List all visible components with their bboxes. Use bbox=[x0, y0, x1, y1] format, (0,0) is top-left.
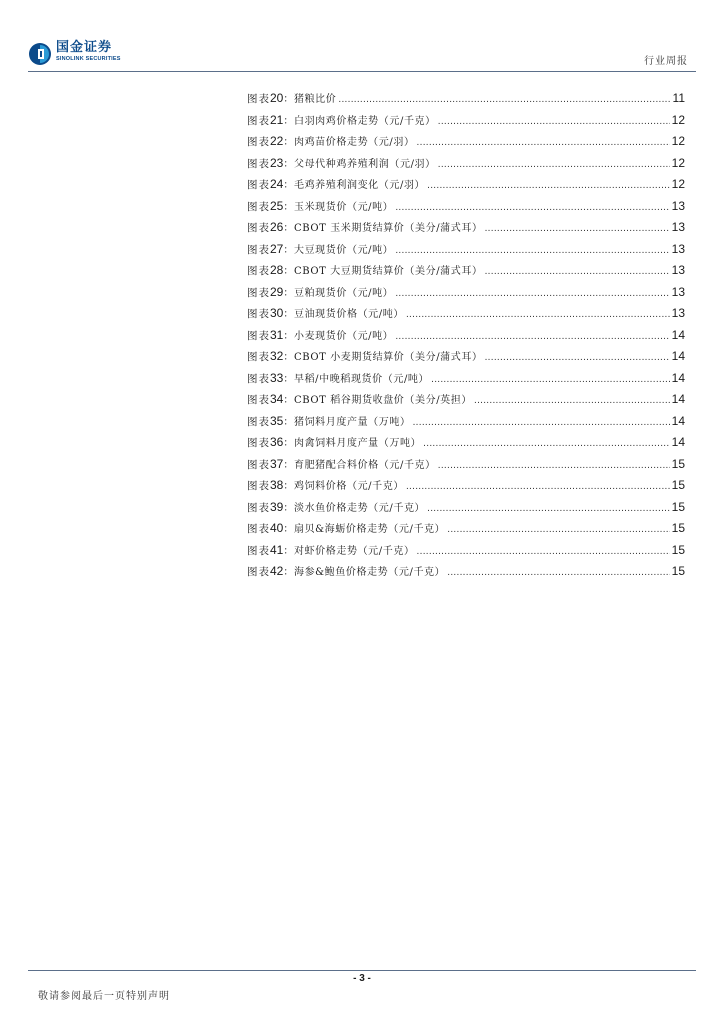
toc-entry[interactable] bbox=[247, 196, 685, 218]
figure-page-number: 14 bbox=[671, 349, 685, 363]
figure-separator: ： bbox=[283, 545, 294, 557]
figure-prefix: 图表 bbox=[247, 329, 270, 342]
figure-prefix: 图表 bbox=[247, 179, 270, 191]
toc-entry[interactable] bbox=[247, 432, 685, 454]
figure-number: 26 bbox=[270, 220, 284, 234]
figure-page-number: 14 bbox=[671, 327, 685, 342]
figure-page-number: 15 bbox=[671, 564, 685, 578]
toc-entry[interactable] bbox=[247, 174, 685, 196]
report-type-label: 行业周报 bbox=[644, 56, 688, 67]
figure-prefix: 图表 bbox=[247, 415, 270, 428]
figure-number: 24 bbox=[270, 177, 284, 191]
figure-title: CBOT 稻谷期货收盘价（美分/英担） bbox=[293, 395, 472, 406]
toc-entry[interactable] bbox=[247, 217, 685, 239]
toc-entry[interactable] bbox=[247, 411, 685, 433]
figure-prefix: 图表 bbox=[247, 501, 270, 514]
dot-leader bbox=[395, 283, 669, 305]
figure-separator: ： bbox=[283, 201, 294, 213]
figure-number: 27 bbox=[270, 241, 284, 256]
figure-page-number: 12 bbox=[671, 155, 685, 170]
figure-prefix: 图表 bbox=[247, 222, 270, 234]
figure-page-number: 12 bbox=[671, 177, 685, 191]
dot-leader bbox=[417, 541, 670, 563]
company-logo bbox=[28, 40, 121, 68]
figure-title: 扇贝&海蛎价格走势（元/千克） bbox=[293, 524, 446, 535]
dot-leader bbox=[431, 369, 670, 391]
dot-leader bbox=[413, 412, 670, 434]
figure-title: 白羽肉鸡价格走势（元/千克） bbox=[293, 115, 436, 127]
figure-page-number: 11 bbox=[672, 91, 685, 105]
figure-index-list bbox=[247, 88, 685, 583]
dot-leader bbox=[438, 111, 670, 133]
footer-divider bbox=[28, 970, 696, 971]
figure-separator: ： bbox=[283, 244, 294, 256]
dot-leader bbox=[447, 519, 669, 541]
figure-title: 猪粮比价 bbox=[293, 94, 337, 105]
figure-separator: ： bbox=[283, 309, 294, 320]
figure-title: 肉鸡苗价格走势（元/羽） bbox=[293, 137, 415, 148]
toc-entry[interactable] bbox=[247, 88, 685, 110]
figure-prefix: 图表 bbox=[247, 157, 270, 170]
toc-entry[interactable] bbox=[247, 131, 685, 153]
figure-separator: ： bbox=[283, 287, 294, 299]
dot-leader bbox=[427, 175, 670, 197]
figure-title: 父母代种鸡养殖利润（元/羽） bbox=[293, 158, 436, 170]
dot-leader bbox=[474, 390, 670, 412]
figure-page-number: 13 bbox=[671, 220, 685, 234]
dot-leader bbox=[338, 89, 670, 111]
page-header bbox=[28, 40, 696, 70]
figure-prefix: 图表 bbox=[247, 566, 270, 578]
figure-number: 28 bbox=[270, 263, 284, 277]
figure-number: 39 bbox=[270, 499, 284, 514]
toc-entry[interactable] bbox=[247, 497, 685, 519]
toc-entry[interactable] bbox=[247, 110, 685, 132]
logo-english-name: SINOLINK SECURITIES bbox=[56, 56, 121, 62]
figure-separator: ： bbox=[283, 266, 294, 277]
figure-page-number: 15 bbox=[671, 456, 685, 471]
header-divider bbox=[28, 71, 696, 72]
figure-prefix: 图表 bbox=[247, 114, 270, 127]
figure-number: 33 bbox=[270, 370, 284, 385]
figure-prefix: 图表 bbox=[247, 308, 270, 320]
figure-page-number: 13 bbox=[671, 263, 685, 277]
figure-prefix: 图表 bbox=[247, 480, 270, 492]
dot-leader bbox=[485, 261, 670, 283]
figure-page-number: 13 bbox=[671, 241, 685, 256]
figure-prefix: 图表 bbox=[247, 200, 270, 213]
sinolink-logo-icon bbox=[28, 42, 52, 66]
footer-disclaimer: 敬请参阅最后一页特别声明 bbox=[38, 991, 170, 1002]
dot-leader bbox=[406, 304, 670, 326]
figure-title: 早稻/中晚稻现货价（元/吨） bbox=[293, 373, 430, 385]
figure-page-number: 15 bbox=[671, 521, 685, 535]
toc-entry[interactable] bbox=[247, 475, 685, 497]
figure-prefix: 图表 bbox=[247, 458, 270, 471]
figure-title: 海参&鲍鱼价格走势（元/千克） bbox=[293, 567, 446, 578]
figure-title: 毛鸡养殖利润变化（元/羽） bbox=[293, 180, 426, 191]
figure-number: 38 bbox=[270, 478, 284, 492]
figure-title: 猪饲料月度产量（万吨） bbox=[293, 416, 411, 428]
toc-entry[interactable] bbox=[247, 346, 685, 368]
figure-separator: ： bbox=[283, 567, 294, 578]
figure-page-number: 15 bbox=[671, 542, 685, 557]
figure-page-number: 15 bbox=[671, 499, 685, 514]
figure-title: CBOT 小麦期货结算价（美分/蒲式耳） bbox=[293, 352, 483, 363]
figure-page-number: 12 bbox=[671, 112, 685, 127]
figure-page-number: 13 bbox=[671, 198, 685, 213]
figure-prefix: 图表 bbox=[247, 286, 270, 299]
figure-number: 35 bbox=[270, 413, 284, 428]
figure-title: 淡水鱼价格走势（元/千克） bbox=[293, 502, 426, 514]
figure-title: 豆粕现货价（元/吨） bbox=[293, 287, 394, 299]
dot-leader bbox=[485, 347, 670, 369]
figure-page-number: 12 bbox=[671, 134, 685, 148]
toc-entry[interactable] bbox=[247, 153, 685, 175]
figure-separator: ： bbox=[283, 373, 294, 385]
figure-separator: ： bbox=[283, 395, 294, 406]
figure-separator: ： bbox=[283, 180, 294, 191]
figure-number: 29 bbox=[270, 284, 284, 299]
figure-number: 42 bbox=[270, 564, 284, 578]
dot-leader bbox=[438, 455, 670, 477]
dot-leader bbox=[485, 218, 670, 240]
figure-prefix: 图表 bbox=[247, 394, 270, 406]
figure-prefix: 图表 bbox=[247, 544, 270, 557]
figure-number: 25 bbox=[270, 198, 284, 213]
dot-leader bbox=[427, 498, 670, 520]
dot-leader bbox=[447, 562, 669, 584]
figure-prefix: 图表 bbox=[247, 265, 270, 277]
figure-title: 育肥猪配合料价格（元/千克） bbox=[293, 459, 436, 471]
figure-separator: ： bbox=[283, 330, 294, 342]
toc-entry[interactable] bbox=[247, 454, 685, 476]
figure-prefix: 图表 bbox=[247, 136, 270, 148]
dot-leader bbox=[417, 132, 670, 154]
toc-entry[interactable] bbox=[247, 389, 685, 411]
toc-entry[interactable] bbox=[247, 282, 685, 304]
figure-number: 30 bbox=[270, 306, 284, 320]
figure-prefix: 图表 bbox=[247, 93, 270, 105]
figure-separator: ： bbox=[283, 158, 294, 170]
toc-entry[interactable] bbox=[247, 368, 685, 390]
dot-leader bbox=[438, 154, 670, 176]
figure-number: 36 bbox=[270, 435, 284, 449]
toc-entry[interactable] bbox=[247, 540, 685, 562]
figure-prefix: 图表 bbox=[247, 523, 270, 535]
figure-title: 大豆现货价（元/吨） bbox=[293, 244, 394, 256]
figure-number: 41 bbox=[270, 542, 284, 557]
dot-leader bbox=[406, 476, 670, 498]
figure-page-number: 13 bbox=[671, 306, 685, 320]
figure-separator: ： bbox=[283, 94, 294, 105]
figure-prefix: 图表 bbox=[247, 243, 270, 256]
figure-number: 31 bbox=[270, 327, 284, 342]
figure-page-number: 14 bbox=[671, 392, 685, 406]
figure-title: CBOT 大豆期货结算价（美分/蒲式耳） bbox=[293, 266, 483, 277]
figure-number: 23 bbox=[270, 155, 284, 170]
figure-separator: ： bbox=[283, 459, 294, 471]
figure-prefix: 图表 bbox=[247, 372, 270, 385]
figure-page-number: 13 bbox=[671, 284, 685, 299]
figure-title: CBOT 玉米期货结算价（美分/蒲式耳） bbox=[293, 223, 483, 234]
figure-page-number: 15 bbox=[671, 478, 685, 492]
toc-entry[interactable] bbox=[247, 518, 685, 540]
figure-separator: ： bbox=[283, 438, 294, 449]
dot-leader bbox=[395, 326, 669, 348]
figure-separator: ： bbox=[283, 502, 294, 514]
figure-separator: ： bbox=[283, 115, 294, 127]
figure-separator: ： bbox=[283, 223, 294, 234]
figure-separator: ： bbox=[283, 524, 294, 535]
figure-number: 34 bbox=[270, 392, 284, 406]
figure-page-number: 14 bbox=[671, 413, 685, 428]
figure-number: 40 bbox=[270, 521, 284, 535]
toc-entry[interactable] bbox=[247, 561, 685, 583]
figure-prefix: 图表 bbox=[247, 351, 270, 363]
figure-separator: ： bbox=[283, 416, 294, 428]
dot-leader bbox=[395, 197, 669, 219]
figure-separator: ： bbox=[283, 137, 294, 148]
toc-entry[interactable] bbox=[247, 303, 685, 325]
figure-title: 小麦现货价（元/吨） bbox=[293, 330, 394, 342]
figure-separator: ： bbox=[283, 481, 294, 492]
toc-entry[interactable] bbox=[247, 260, 685, 282]
toc-entry[interactable] bbox=[247, 325, 685, 347]
figure-number: 20 bbox=[270, 91, 284, 105]
figure-number: 21 bbox=[270, 112, 284, 127]
figure-title: 肉禽饲料月度产量（万吨） bbox=[293, 438, 422, 449]
figure-number: 32 bbox=[270, 349, 284, 363]
figure-page-number: 14 bbox=[671, 370, 685, 385]
figure-number: 37 bbox=[270, 456, 284, 471]
figure-title: 玉米现货价（元/吨） bbox=[293, 201, 394, 213]
figure-separator: ： bbox=[283, 352, 294, 363]
dot-leader bbox=[395, 240, 669, 262]
page-number: - 3 - bbox=[353, 973, 371, 984]
toc-entry[interactable] bbox=[247, 239, 685, 261]
figure-page-number: 14 bbox=[671, 435, 685, 449]
logo-chinese-name: 国金证券 bbox=[56, 40, 113, 55]
figure-prefix: 图表 bbox=[247, 437, 270, 449]
figure-title: 豆油现货价格（元/吨） bbox=[293, 309, 404, 320]
figure-title: 对虾价格走势（元/千克） bbox=[293, 545, 415, 557]
dot-leader bbox=[423, 433, 669, 455]
figure-title: 鸡饲料价格（元/千克） bbox=[293, 481, 404, 492]
figure-number: 22 bbox=[270, 134, 284, 148]
